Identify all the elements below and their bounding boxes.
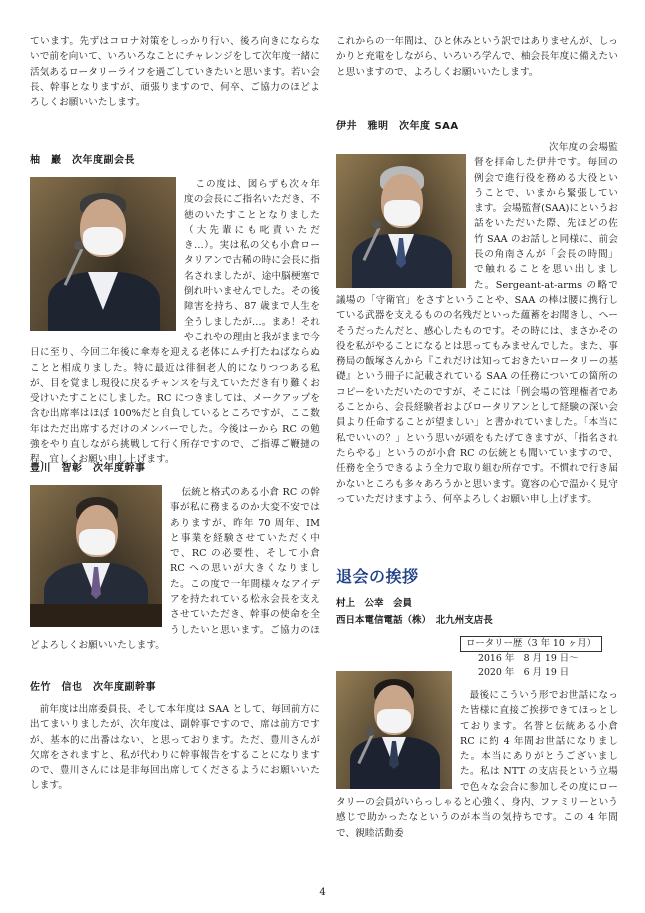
section-text-satake: 前年度は出席委員長、そして本年度は SAA として、毎回前方に出てまいりましたが、次年度は、副幹事ですので、席は前方ですが、基本的に出番はない、と思っております。ただ、豊川さんが欠席をされますと、私が代わりに幹事報告をすることになりますので、豊川さんには是非毎回出席してくださるようにお願いいたします。 bbox=[30, 704, 320, 792]
section-heading-satake: 佐竹 信也 次年度副幹事 bbox=[30, 682, 156, 693]
farewell-company: 西日本電信電話（株） 北九州支店長 bbox=[336, 615, 493, 626]
career-label: ロータリー歴（3 年 10 ヶ月） bbox=[460, 636, 602, 652]
section-text-ii: 次年度の会場監督を拝命した伊井です。毎回の例会で進行役を務める大役ということで、いまから緊張しています。会場監督(SAA)にというお話をいただいた際、先ほどの佐竹 SAA のお話しと同様に、前会長の角南さんが「会長の時間」で触れることを思い出しました。Sergeant-at-arms の略で議場の「守衛官」をさすということや、SAA の棒は腰に携行している武器を支えるものの名残だといった蘊蓄をお聞きし、へーそうだったんだと、感心したものです。その時には、まさかその役を私がやることになるとは思ってもみませんでした。また、事務局の飯塚さんから『これだけは知っておきたいロータリーの基礎』という冊子に記載されている SAA の任務についての箇所のコピーをいただいたのですが、そこには「例会場の管理権者であることから、会長経験者およびロータリアンとして経験の深い会員より任命することが望ましい」と書かれていました。「本当に私でいいの？」という思いが頭をもたげてきますが、「指名されたらやる」というのが小倉 RC の伝統とも聞いていますので、任務を全うできるよう全力で取り組む所存です。不慣れで行き届かないところも多々あろうかと思います。寛容の心で温かく見守っていただけますよう、何卒よろしくお願い申し上げます。 bbox=[336, 142, 618, 505]
photo-ii bbox=[336, 154, 466, 288]
page-number: 4 bbox=[319, 887, 326, 898]
photo-murakami bbox=[336, 671, 452, 789]
photo-toyokawa bbox=[30, 485, 162, 627]
right-column bbox=[336, 34, 618, 839]
left-column bbox=[30, 34, 320, 794]
farewell-text: 最後にこういう形でお世話になった皆様に直接ご挨拶できてほっとしております。名誉と伝統ある小倉 RC に約 4 年間お世話になりました。本当にありがとうございました。私は NTT の支店長という立場で色々な会合に参加しその度にロータリーの会員がいらっしゃると心強く、身内、ファミリーという感じで助かったなというのが本当の気持ちです。この 4 年間で、親睦活動委 bbox=[336, 690, 618, 839]
career-from: 2016 年 8 月 19 日～ bbox=[478, 653, 579, 664]
farewell-title: 退会の挨拶 bbox=[336, 567, 419, 586]
section-text-yuzu: この度は、図らずも次々年度の会長にご指名いただき、不徳のいたすこととなりました（大先輩にも叱責いただき…）。実は私の父も小倉ロータリアンで古稀の時に会長に指名されましたが、途中脳梗塞で倒れ叶いませんでした。その後障害を持ち、87 歳まで人生を全うしましたが…。まあ！それやこれやの理由と我がままで今日に至り、今回二年後に傘寿を迎える老体にムチ打たねばならぬことと相成りました。特に最近は徘徊老人的になりつつある私が、目を覚まし現役に戻るチャンスを与えていただき有り難くお受けいたすことにしました。RC につきましては、メークアップを含む出席率はほぼ 100%だと自負しているところですが、ここ数年はただ出席するだけのメンバーでした。今後はーから RC の勉強をやり直しながら挑戦して行く所存ですので、ご指導ご鞭撻の程、宜しくお願い申し上げます。 bbox=[30, 179, 320, 466]
section-text-toyokawa: 伝統と格式のある小倉 RC の幹事が私に務まるのか大変不安ではありますが、昨年 70 周年、IM と事業を経験させていただく中で、RC の必要性、そして小倉 RC への思いが大きくなりました。この度で一年間様々なアイデアを持たれている松永会長を支えさせていただき、幹事の使命を全うしたいと思います。ご協力のほどよろしくお願いいたします。 bbox=[30, 487, 320, 651]
farewell-member-name: 村上 公幸 会員 bbox=[336, 598, 413, 609]
intro-paragraph-left: ています。先ずはコロナ対策をしっかり行い、後ろ向きにならないで前を向いて、いろいろなことにチャレンジをして次年度一緒に活気あるロータリーライフを過ごしていきたいと思います。若い会長、幹事となりますが、頑張りますので、何卒、ご協力のほどよろしくお願いいたします。 bbox=[30, 36, 320, 109]
section-heading-yuzu: 柚 巖 次年度副会長 bbox=[30, 155, 135, 166]
intro-paragraph-right: これからの一年間は、ひと休みという訳ではありませんが、しっかりと充電をしながら、いろいろ学んで、柚会長年度に備えたいと思いますので、よろしくお願いいたします。 bbox=[336, 36, 618, 78]
career-to: 2020 年 6 月 19 日 bbox=[478, 667, 570, 678]
section-heading-toyokawa: 豊川 智彰 次年度幹事 bbox=[30, 463, 146, 474]
photo-yuzu bbox=[30, 177, 176, 331]
section-heading-ii: 伊井 雅明 次年度 SAA bbox=[336, 121, 459, 132]
